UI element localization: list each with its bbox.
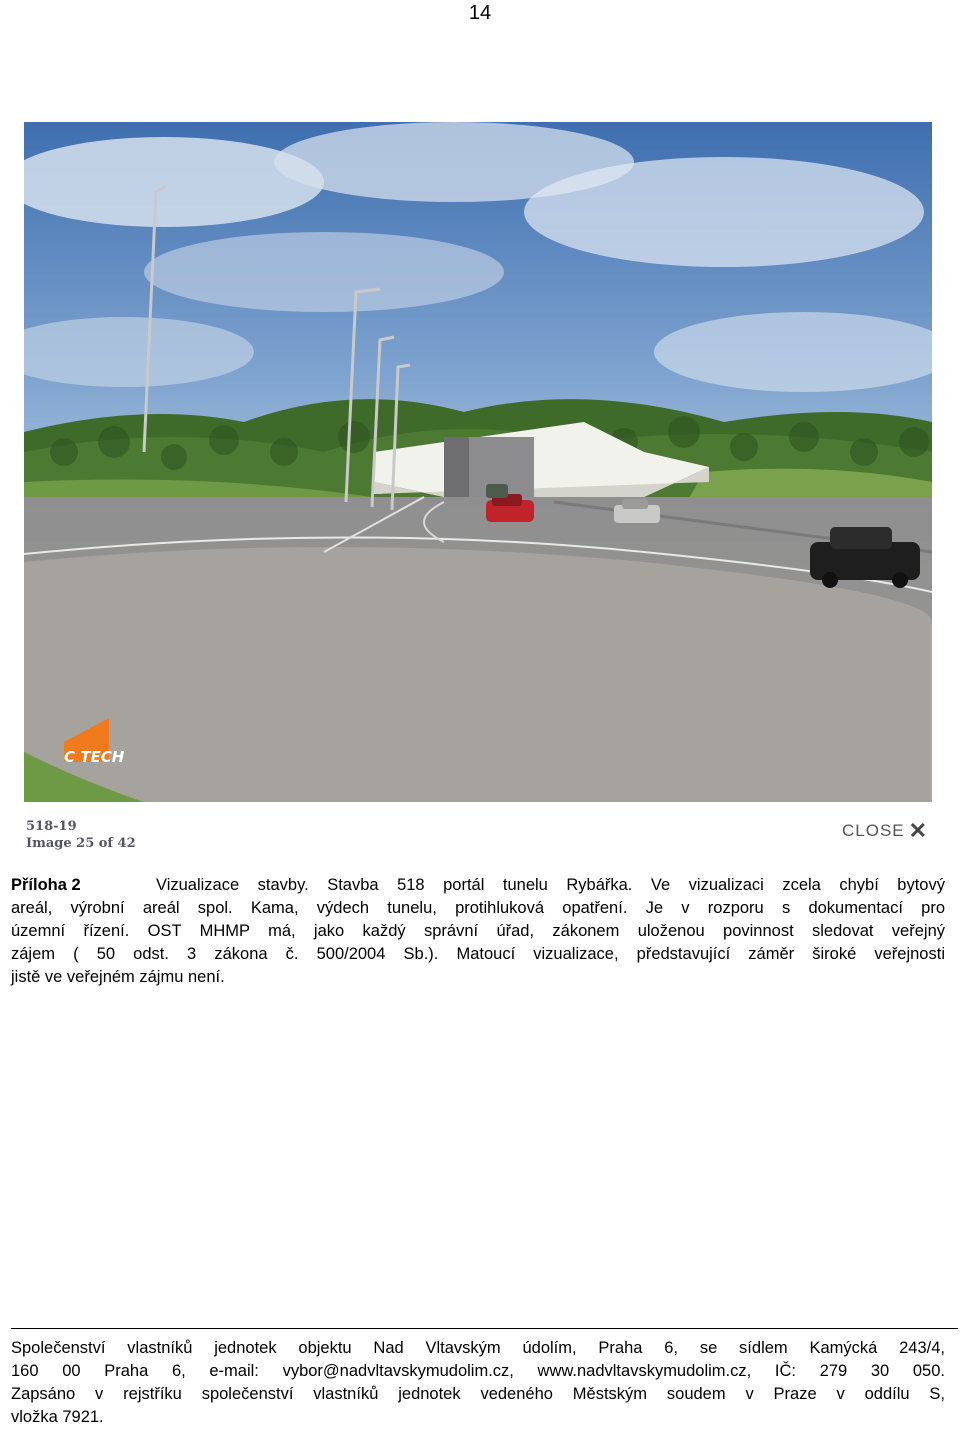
footer-divider [11,1328,958,1329]
footer-line: vložka 7921. [11,1408,104,1426]
cloud [524,157,924,267]
footer-line: Zapsáno v rejstříku společenství vlastníků jednotek vedeného Městským soudem v Praze v oddílu S, [11,1385,945,1403]
close-button[interactable] [842,818,928,844]
visualization-image [24,122,932,802]
car-dark-small [486,484,508,498]
tunnel-tower-shade [444,437,469,497]
close-icon: ✕ [908,818,929,843]
annex-line: územní řízení. OST MHMP má, jako každý správní úřad, zákonem uloženou povinnost sledovat veřejný [11,922,945,940]
annex-line: areál, výrobní areál spol. Kama, výdech tunelu, protihluková opatření. Je v rozporu s dokumentací pro [11,899,945,917]
cloud [144,232,504,312]
image-counter: Image 25 of 42 [26,836,136,851]
footer [11,1337,945,1429]
annex-description [11,874,945,989]
roundabout-island [24,547,932,802]
annex-line: Vizualizace stavby. Stavba 518 portál tunelu Rybářka. Ve vizualizaci zcela chybí bytový [156,876,945,894]
annex-label: Příloha 2 [11,876,81,894]
image-code: 518-19 [26,819,77,834]
annex-line: jistě ve veřejném zájmu není. [11,968,225,986]
logo-text: C TECH [64,748,125,766]
annex-line: zájem ( 50 odst. 3 zákona č. 500/2004 Sb.). Matoucí vizualizace, představující záměr široké veřejnosti [11,945,945,963]
image-caption [26,818,136,852]
footer-line: Společenství vlastníků jednotek objektu Nad Vltavským údolím, Praha 6, se sídlem Kamýcká 243/4, [11,1339,945,1357]
footer-line: 160 00 Praha 6, e-mail: vybor@nadvltavskymudolim.cz, www.nadvltavskymudolim.cz, IČ: 279 30 050. [11,1362,945,1380]
page-number: 14 [468,2,492,24]
close-label: CLOSE [842,821,905,840]
